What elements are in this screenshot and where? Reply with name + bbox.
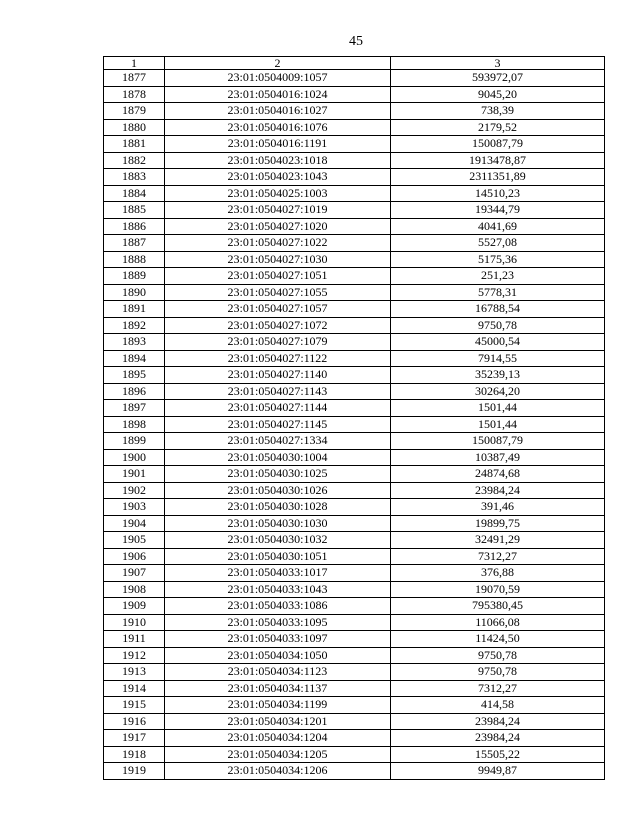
row-number-cell: 1908	[104, 581, 165, 598]
table-header-row	[104, 57, 605, 70]
table-row	[104, 746, 605, 763]
table-row	[104, 251, 605, 268]
row-number-cell: 1892	[104, 317, 165, 334]
cadastral-number-cell: 23:01:0504023:1043	[165, 169, 391, 186]
cadastral-number-cell: 23:01:0504033:1097	[165, 631, 391, 648]
row-number-cell: 1911	[104, 631, 165, 648]
row-number-cell: 1903	[104, 499, 165, 516]
cadastral-number-cell: 23:01:0504030:1025	[165, 466, 391, 483]
row-number-cell: 1918	[104, 746, 165, 763]
row-number-cell: 1913	[104, 664, 165, 681]
cadastral-value-cell: 30264,20	[391, 383, 605, 400]
table-row	[104, 499, 605, 516]
row-number-cell: 1915	[104, 697, 165, 714]
cadastral-value-cell: 1501,44	[391, 416, 605, 433]
table-row	[104, 598, 605, 615]
table-row	[104, 152, 605, 169]
row-number-cell: 1916	[104, 713, 165, 730]
cadastral-number-cell: 23:01:0504033:1095	[165, 614, 391, 631]
cadastral-number-cell: 23:01:0504025:1003	[165, 185, 391, 202]
table-body	[104, 70, 605, 780]
row-number-cell: 1914	[104, 680, 165, 697]
cadastral-value-cell: 2311351,89	[391, 169, 605, 186]
row-number-cell: 1887	[104, 235, 165, 252]
table-row	[104, 185, 605, 202]
cadastral-number-cell: 23:01:0504027:1055	[165, 284, 391, 301]
row-number-cell: 1877	[104, 70, 165, 87]
cadastral-value-cell: 593972,07	[391, 70, 605, 87]
table-row	[104, 383, 605, 400]
row-number-cell: 1909	[104, 598, 165, 615]
cadastral-number-cell: 23:01:0504034:1137	[165, 680, 391, 697]
cadastral-number-cell: 23:01:0504034:1123	[165, 664, 391, 681]
cadastral-number-cell: 23:01:0504027:1030	[165, 251, 391, 268]
table-row	[104, 713, 605, 730]
cadastral-value-cell: 1913478,87	[391, 152, 605, 169]
cadastral-value-cell: 9949,87	[391, 763, 605, 780]
table-row	[104, 664, 605, 681]
table-row	[104, 235, 605, 252]
cadastral-number-cell: 23:01:0504027:1140	[165, 367, 391, 384]
table-row	[104, 647, 605, 664]
cadastral-value-cell: 2179,52	[391, 119, 605, 136]
cadastral-value-cell: 7312,27	[391, 680, 605, 697]
cadastral-value-cell: 7312,27	[391, 548, 605, 565]
cadastral-value-table	[103, 56, 605, 780]
cadastral-number-cell: 23:01:0504016:1076	[165, 119, 391, 136]
row-number-cell: 1891	[104, 301, 165, 318]
row-number-cell: 1902	[104, 482, 165, 499]
cadastral-number-cell: 23:01:0504030:1051	[165, 548, 391, 565]
table-row	[104, 70, 605, 87]
table-row	[104, 136, 605, 153]
table-row	[104, 86, 605, 103]
cadastral-value-cell: 19344,79	[391, 202, 605, 219]
column-header-cadastral-number: 2	[165, 57, 391, 70]
cadastral-value-cell: 5175,36	[391, 251, 605, 268]
table-row	[104, 317, 605, 334]
row-number-cell: 1883	[104, 169, 165, 186]
cadastral-value-cell: 4041,69	[391, 218, 605, 235]
cadastral-number-cell: 23:01:0504016:1027	[165, 103, 391, 120]
row-number-cell: 1888	[104, 251, 165, 268]
table-row	[104, 482, 605, 499]
cadastral-value-cell: 45000,54	[391, 334, 605, 351]
cadastral-number-cell: 23:01:0504027:1051	[165, 268, 391, 285]
row-number-cell: 1901	[104, 466, 165, 483]
cadastral-number-cell: 23:01:0504027:1019	[165, 202, 391, 219]
row-number-cell: 1879	[104, 103, 165, 120]
row-number-cell: 1900	[104, 449, 165, 466]
table-row	[104, 515, 605, 532]
row-number-cell: 1886	[104, 218, 165, 235]
cadastral-number-cell: 23:01:0504030:1004	[165, 449, 391, 466]
row-number-cell: 1894	[104, 350, 165, 367]
row-number-cell: 1899	[104, 433, 165, 450]
cadastral-number-cell: 23:01:0504030:1028	[165, 499, 391, 516]
cadastral-number-cell: 23:01:0504027:1079	[165, 334, 391, 351]
table-row	[104, 202, 605, 219]
cadastral-value-cell: 150087,79	[391, 433, 605, 450]
row-number-cell: 1907	[104, 565, 165, 582]
cadastral-value-cell: 376,88	[391, 565, 605, 582]
cadastral-number-cell: 23:01:0504034:1206	[165, 763, 391, 780]
cadastral-number-cell: 23:01:0504034:1201	[165, 713, 391, 730]
cadastral-number-cell: 23:01:0504023:1018	[165, 152, 391, 169]
cadastral-value-cell: 414,58	[391, 697, 605, 714]
table-row	[104, 284, 605, 301]
cadastral-number-cell: 23:01:0504034:1205	[165, 746, 391, 763]
cadastral-value-cell: 23984,24	[391, 482, 605, 499]
column-header-value: 3	[391, 57, 605, 70]
cadastral-value-cell: 19899,75	[391, 515, 605, 532]
cadastral-value-cell: 11424,50	[391, 631, 605, 648]
cadastral-value-cell: 14510,23	[391, 185, 605, 202]
table-row	[104, 532, 605, 549]
table-row	[104, 400, 605, 417]
cadastral-number-cell: 23:01:0504016:1191	[165, 136, 391, 153]
row-number-cell: 1885	[104, 202, 165, 219]
cadastral-value-cell: 9045,20	[391, 86, 605, 103]
row-number-cell: 1906	[104, 548, 165, 565]
cadastral-number-cell: 23:01:0504033:1086	[165, 598, 391, 615]
table-row	[104, 614, 605, 631]
table-row	[104, 169, 605, 186]
table-row	[104, 416, 605, 433]
cadastral-value-cell: 251,23	[391, 268, 605, 285]
table-row	[104, 301, 605, 318]
row-number-cell: 1884	[104, 185, 165, 202]
cadastral-value-cell: 9750,78	[391, 647, 605, 664]
cadastral-value-cell: 738,39	[391, 103, 605, 120]
table-row	[104, 763, 605, 780]
table-row	[104, 449, 605, 466]
row-number-cell: 1896	[104, 383, 165, 400]
table-row	[104, 581, 605, 598]
cadastral-number-cell: 23:01:0504034:1199	[165, 697, 391, 714]
cadastral-number-cell: 23:01:0504009:1057	[165, 70, 391, 87]
cadastral-number-cell: 23:01:0504034:1050	[165, 647, 391, 664]
table-row	[104, 367, 605, 384]
column-header-number: 1	[104, 57, 165, 70]
row-number-cell: 1895	[104, 367, 165, 384]
cadastral-value-cell: 9750,78	[391, 664, 605, 681]
cadastral-number-cell: 23:01:0504016:1024	[165, 86, 391, 103]
cadastral-number-cell: 23:01:0504027:1144	[165, 400, 391, 417]
row-number-cell: 1889	[104, 268, 165, 285]
table-row	[104, 565, 605, 582]
cadastral-value-cell: 23984,24	[391, 730, 605, 747]
cadastral-value-cell: 11066,08	[391, 614, 605, 631]
row-number-cell: 1904	[104, 515, 165, 532]
cadastral-value-cell: 9750,78	[391, 317, 605, 334]
cadastral-number-cell: 23:01:0504030:1032	[165, 532, 391, 549]
cadastral-number-cell: 23:01:0504033:1043	[165, 581, 391, 598]
cadastral-number-cell: 23:01:0504027:1143	[165, 383, 391, 400]
cadastral-value-cell: 5778,31	[391, 284, 605, 301]
table-row	[104, 268, 605, 285]
row-number-cell: 1912	[104, 647, 165, 664]
cadastral-number-cell: 23:01:0504033:1017	[165, 565, 391, 582]
row-number-cell: 1893	[104, 334, 165, 351]
page-number: 45	[349, 34, 363, 49]
cadastral-number-cell: 23:01:0504027:1022	[165, 235, 391, 252]
cadastral-value-cell: 35239,13	[391, 367, 605, 384]
cadastral-number-cell: 23:01:0504027:1334	[165, 433, 391, 450]
table-row	[104, 103, 605, 120]
row-number-cell: 1882	[104, 152, 165, 169]
cadastral-value-cell: 150087,79	[391, 136, 605, 153]
cadastral-number-cell: 23:01:0504030:1030	[165, 515, 391, 532]
cadastral-value-cell: 19070,59	[391, 581, 605, 598]
cadastral-number-cell: 23:01:0504027:1057	[165, 301, 391, 318]
table-row	[104, 218, 605, 235]
cadastral-value-cell: 32491,29	[391, 532, 605, 549]
cadastral-value-cell: 5527,08	[391, 235, 605, 252]
table-row	[104, 680, 605, 697]
row-number-cell: 1919	[104, 763, 165, 780]
table-row	[104, 433, 605, 450]
cadastral-number-cell: 23:01:0504027:1122	[165, 350, 391, 367]
table-row	[104, 631, 605, 648]
row-number-cell: 1917	[104, 730, 165, 747]
cadastral-number-cell: 23:01:0504027:1020	[165, 218, 391, 235]
cadastral-number-cell: 23:01:0504030:1026	[165, 482, 391, 499]
table-row	[104, 119, 605, 136]
table-row	[104, 730, 605, 747]
cadastral-value-cell: 23984,24	[391, 713, 605, 730]
cadastral-value-cell: 24874,68	[391, 466, 605, 483]
table-row	[104, 334, 605, 351]
row-number-cell: 1880	[104, 119, 165, 136]
cadastral-number-cell: 23:01:0504027:1145	[165, 416, 391, 433]
cadastral-number-cell: 23:01:0504027:1072	[165, 317, 391, 334]
cadastral-value-cell: 7914,55	[391, 350, 605, 367]
cadastral-value-cell: 15505,22	[391, 746, 605, 763]
row-number-cell: 1881	[104, 136, 165, 153]
cadastral-number-cell: 23:01:0504034:1204	[165, 730, 391, 747]
table-row	[104, 548, 605, 565]
cadastral-value-cell: 795380,45	[391, 598, 605, 615]
cadastral-value-cell: 16788,54	[391, 301, 605, 318]
row-number-cell: 1890	[104, 284, 165, 301]
row-number-cell: 1910	[104, 614, 165, 631]
cadastral-value-cell: 1501,44	[391, 400, 605, 417]
table-row	[104, 466, 605, 483]
cadastral-value-cell: 10387,49	[391, 449, 605, 466]
table-row	[104, 350, 605, 367]
row-number-cell: 1898	[104, 416, 165, 433]
row-number-cell: 1878	[104, 86, 165, 103]
row-number-cell: 1905	[104, 532, 165, 549]
table-row	[104, 697, 605, 714]
cadastral-value-cell: 391,46	[391, 499, 605, 516]
row-number-cell: 1897	[104, 400, 165, 417]
